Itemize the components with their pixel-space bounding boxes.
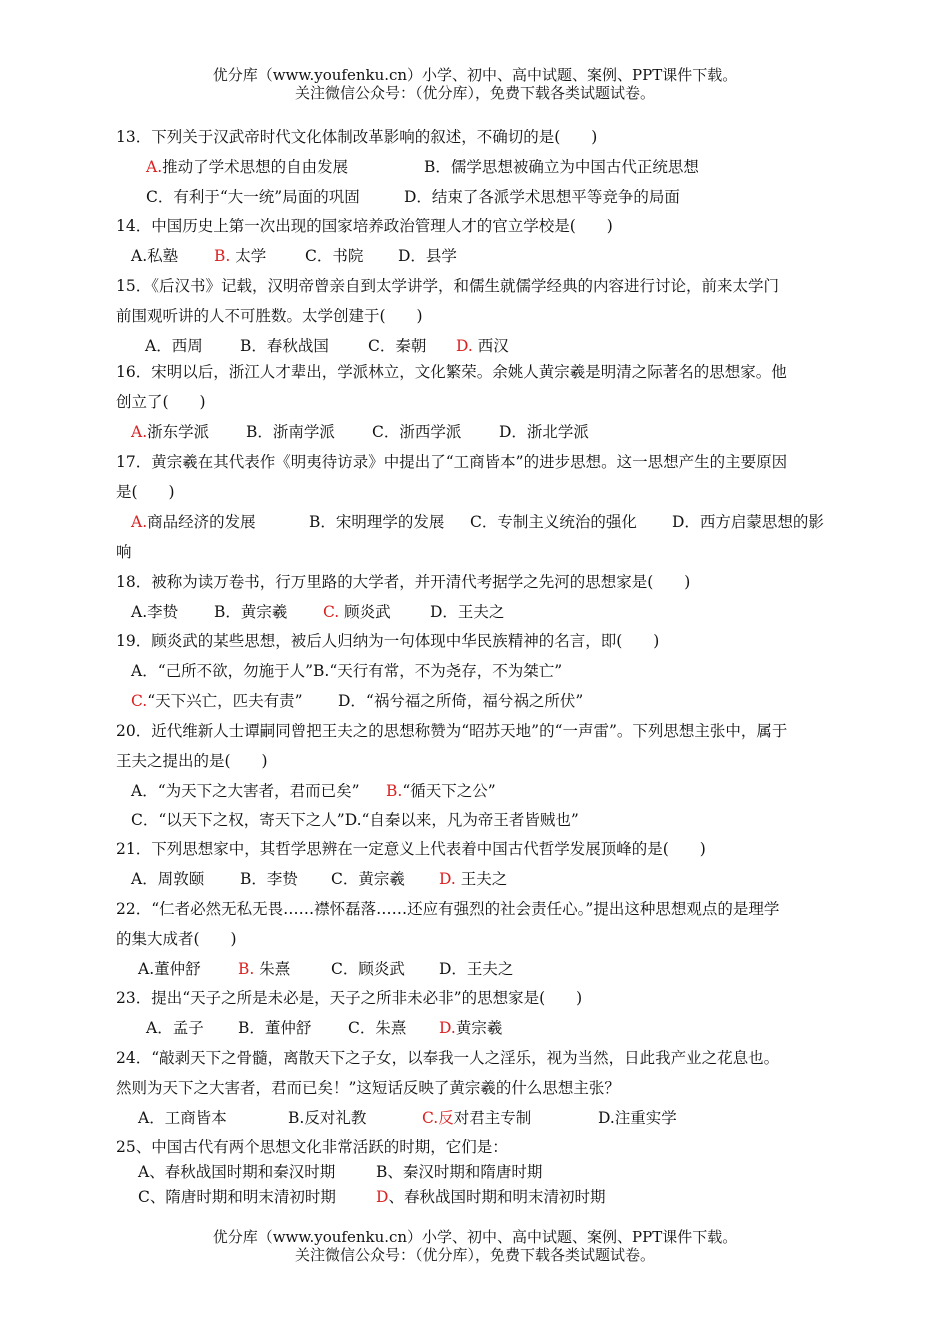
q15-d-text: 西汉 (477, 337, 509, 355)
q21-option-b: B．李贽 (240, 870, 298, 888)
q14-option-b (214, 246, 266, 266)
q25-stem: 25、中国古代有两个思想文化非常活跃的时期，它们是： (116, 1138, 508, 1156)
q22-b-text: 朱熹 (259, 960, 291, 978)
q13-a-text: 推动了学术思想的自由发展 (162, 158, 349, 176)
q21-d-text: 王夫之 (460, 870, 508, 888)
q19-c-text: “天下兴亡，匹夫有责” (147, 692, 303, 710)
q23-option-b: B．董仲舒 (238, 1019, 312, 1037)
q23-stem: 23．提出“天子之所是未必是，天子之所非未必非”的思想家是( ) (116, 989, 583, 1007)
q14-option-a: A.私塾 (131, 247, 179, 265)
q17-option-d: D．西方启蒙思想的影 (672, 513, 824, 531)
q16-stem-2: 创立了( ) (116, 393, 206, 411)
q22-option-c: C．顾炎武 (331, 960, 405, 978)
q16-option-d: D．浙北学派 (499, 423, 589, 441)
q17-a-text: 商品经济的发展 (147, 513, 256, 531)
q24-stem-2: 然则为天下之大害者，君而已矣！”这短话反映了黄宗羲的什么思想主张？ (116, 1079, 620, 1097)
q17-option-c: C．专制主义统治的强化 (470, 513, 637, 531)
q25-option-b: B、秦汉时期和隋唐时期 (376, 1163, 543, 1181)
q17-stem-1: 17．黄宗羲在其代表作《明夷待访录》中提出了“工商皆本”的进步思想。这一思想产生的主要原因 (116, 453, 788, 471)
q21-d-key: D. (439, 870, 456, 888)
q13-option-d: D．结束了各派学术思想平等竞争的局面 (404, 188, 680, 206)
q21-option-a: A．周敦颐 (131, 870, 205, 888)
q23-option-a: A．孟子 (146, 1019, 204, 1037)
q13-option-c: C．有利于“大一统”局面的巩固 (146, 188, 360, 206)
q15-option-a: A．西周 (145, 337, 203, 355)
q21-option-c: C．黄宗羲 (331, 870, 405, 888)
q16-a-text: 浙东学派 (147, 423, 210, 441)
q17-a-key: A. (131, 513, 148, 531)
q13-stem: 13．下列关于汉武帝时代文化体制改革影响的叙述，不确切的是( ) (116, 128, 598, 146)
q18-option-a: A.李贽 (131, 603, 179, 621)
q15-stem-2: 前围观听讲的人不可胜数。太学创建于( ) (116, 307, 423, 325)
q20-stem-2: 王夫之提出的是( ) (116, 752, 268, 770)
q14-option-d: D．县学 (398, 247, 457, 265)
q19-stem: 19．顾炎武的某些思想，被后人归纳为一句体现中华民族精神的名言，即( ) (116, 632, 660, 650)
footer-line-2: 关注微信公众号：（优分库），免费下载各类试题试卷。 (294, 1246, 655, 1264)
q18-option-c (323, 602, 391, 622)
q24-c-text: 对君主专制 (453, 1109, 532, 1127)
q23-d-key: D. (439, 1019, 456, 1037)
header-line-2: 关注微信公众号：（优分库），免费下载各类试题试卷。 (294, 84, 655, 102)
q13-a-key: A. (146, 158, 163, 176)
q20-b-key: B. (386, 782, 403, 800)
q15-d-key: D. (456, 337, 473, 355)
q22-stem-1: 22．“仁者必然无私无畏……襟怀磊落……还应有强烈的社会责任心。”提出这种思想观点的是理学 (116, 900, 780, 918)
q14-b-text: 太学 (235, 247, 267, 265)
q24-option-b: B.反对礼教 (288, 1109, 367, 1127)
q20-stem-1: 20．近代维新人士谭嗣同曾把王夫之的思想称赞为“昭苏天地”的“一声雷”。下列思想主张中，属于 (116, 722, 788, 740)
q22-option-a: A.董仲舒 (138, 960, 201, 978)
q22-option-b (238, 959, 290, 979)
q14-stem: 14．中国历史上第一次出现的国家培养政治管理人才的官立学校是( ) (116, 217, 613, 235)
q17-option-d-continued: 响 (116, 543, 132, 561)
q19-option-d: D．“祸兮福之所倚，福兮祸之所伏” (338, 692, 584, 710)
q18-c-text: 顾炎武 (344, 603, 391, 621)
q21-stem: 21．下列思想家中，其哲学思辨在一定意义上代表着中国古代哲学发展顶峰的是( ) (116, 840, 706, 858)
q22-b-key: B. (238, 960, 255, 978)
q17-stem-2: 是( ) (116, 483, 175, 501)
q23-option-c: C．朱熹 (348, 1019, 407, 1037)
q25-option-d (376, 1187, 605, 1207)
q25-option-c: C、隋唐时期和明末清初时期 (138, 1188, 336, 1206)
q22-option-d: D．王夫之 (439, 960, 514, 978)
q19-options-ab: A．“己所不欲，勿施于人”B.“天行有常，不为尧存，不为桀亡” (131, 662, 563, 680)
q15-option-c: C．秦朝 (368, 337, 427, 355)
q20-b-text: “循天下之公” (402, 782, 496, 800)
q23-option-d (439, 1018, 502, 1038)
q18-option-b: B．黄宗羲 (214, 603, 288, 621)
q24-stem-1: 24．“敲剥天下之骨髓，离散天下之子女，以奉我一人之淫乐，视为当然，日此我产业之花息也。 (116, 1049, 780, 1067)
q24-option-d: D.注重实学 (598, 1109, 677, 1127)
page-header (0, 66, 950, 102)
q14-option-c: C．书院 (305, 247, 364, 265)
q20-option-a: A．“为天下之大害者，君而已矣” (131, 782, 360, 800)
q19-option-c (131, 691, 303, 711)
q25-d-key: D (376, 1188, 389, 1206)
q20-options-cd: C．“以天下之权，寄天下之人”D.“自秦以来，凡为帝王者皆贼也” (131, 811, 579, 829)
q16-option-a (131, 422, 209, 442)
q21-option-d (439, 869, 507, 889)
q15-stem-1: 15．《后汉书》记载，汉明帝曾亲自到太学讲学，和儒生就儒学经典的内容进行讨论，前来太学门 (116, 277, 779, 295)
q24-c-key: C.反 (422, 1109, 454, 1127)
page-footer (0, 1228, 950, 1264)
footer-line-1: 优分库（www.youfenku.cn）小学、初中、高中试题、案例、PPT课件下载。 (212, 1228, 738, 1246)
q24-option-a: A．工商皆本 (138, 1109, 227, 1127)
q22-stem-2: 的集大成者( ) (116, 930, 237, 948)
q19-c-key: C. (131, 692, 148, 710)
q15-option-d (456, 336, 509, 356)
q13-option-a (146, 157, 348, 177)
q15-option-b: B．春秋战国 (240, 337, 329, 355)
q16-option-c: C．浙西学派 (372, 423, 462, 441)
q20-option-b (386, 781, 496, 801)
q13-option-b: B．儒学思想被确立为中国古代正统思想 (424, 158, 699, 176)
q18-stem: 18．被称为读万卷书，行万里路的大学者，并开清代考据学之先河的思想家是( ) (116, 573, 691, 591)
q17-option-b: B．宋明理学的发展 (309, 513, 445, 531)
q25-option-a: A、春秋战国时期和秦汉时期 (138, 1163, 336, 1181)
q14-b-key: B. (214, 247, 231, 265)
q25-d-text: 、春秋战国时期和明末清初时期 (388, 1188, 606, 1206)
header-line-1: 优分库（www.youfenku.cn）小学、初中、高中试题、案例、PPT课件下载。 (212, 66, 738, 84)
q16-a-key: A. (131, 423, 148, 441)
q18-option-d: D．王夫之 (430, 603, 505, 621)
q17-option-a (131, 512, 256, 532)
q18-c-key: C. (323, 603, 340, 621)
q16-option-b: B．浙南学派 (246, 423, 335, 441)
q23-d-text: 黄宗羲 (455, 1019, 503, 1037)
q16-stem-1: 16．宋明以后，浙江人才辈出，学派林立，文化繁荣。余姚人黄宗羲是明清之际著名的思想家。他 (116, 363, 787, 381)
q24-option-c (422, 1108, 531, 1128)
